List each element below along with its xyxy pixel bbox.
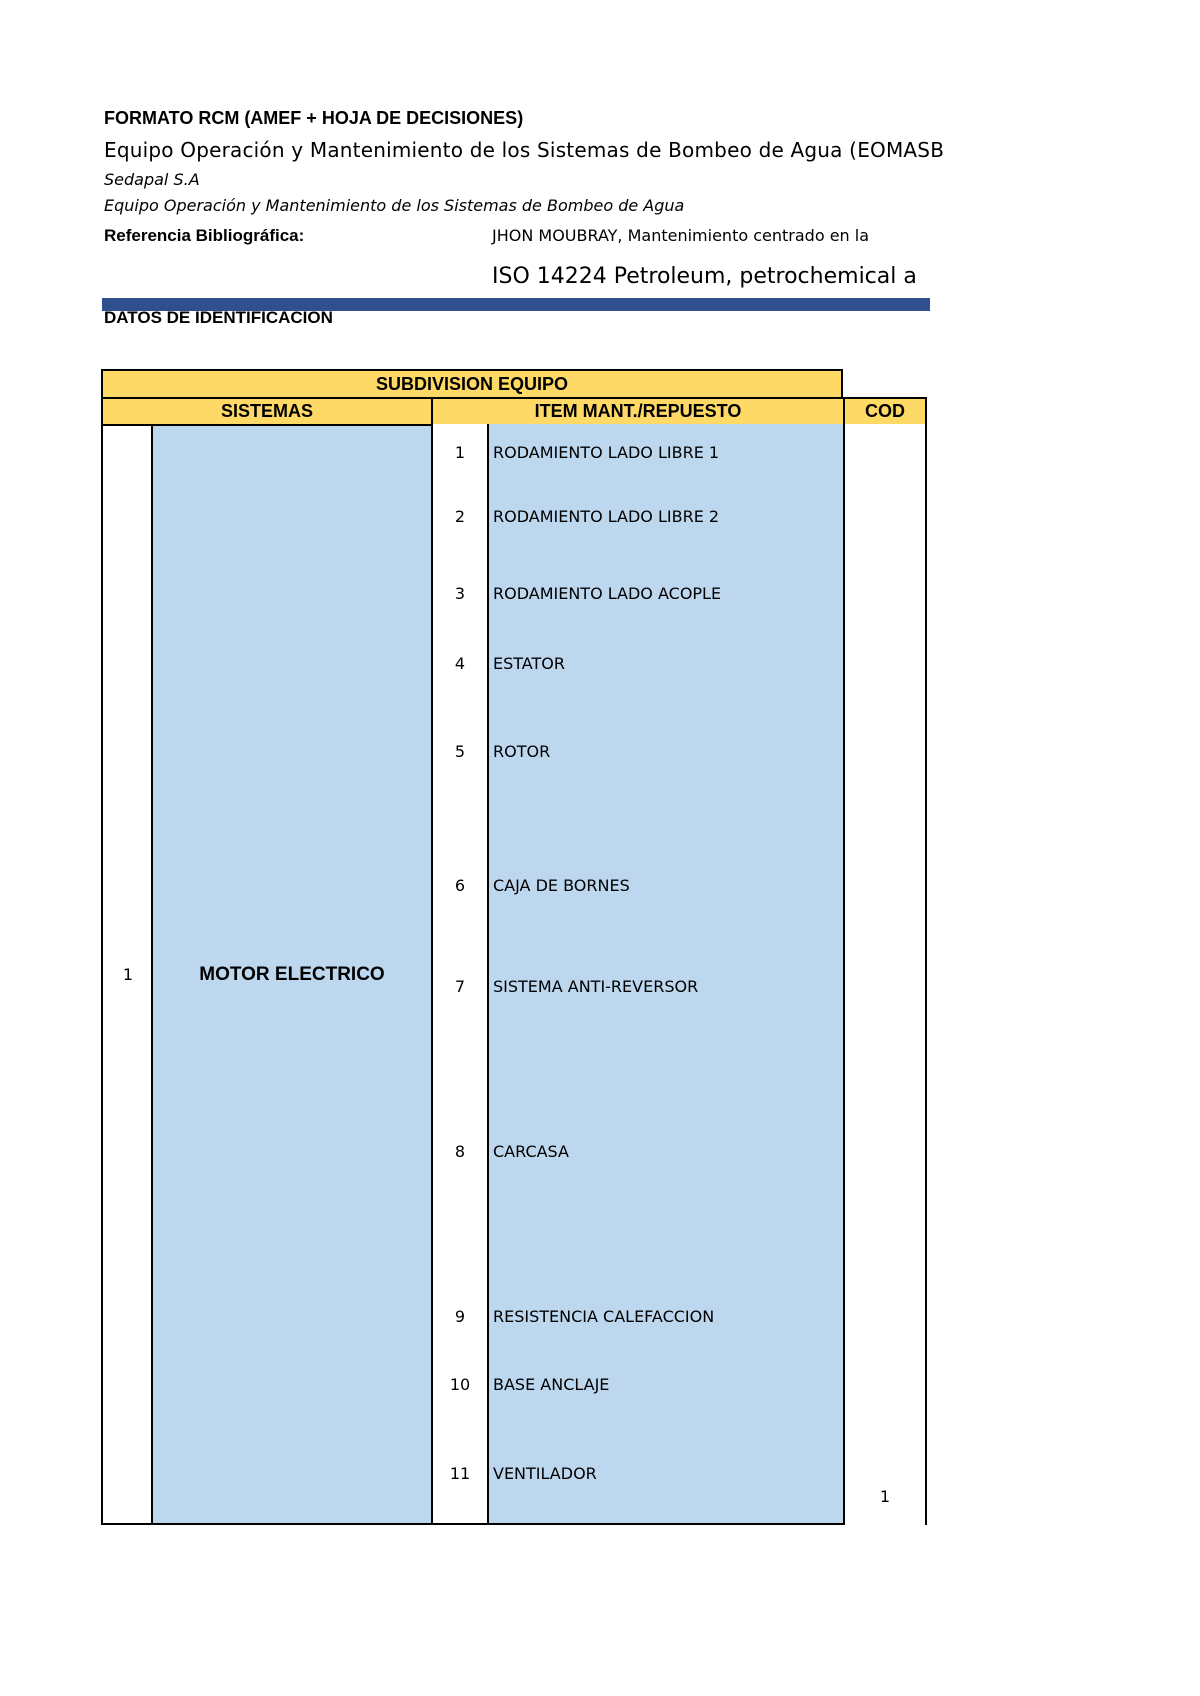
col-header-cod: COD	[843, 397, 927, 426]
document-title: FORMATO RCM (AMEF + HOJA DE DECISIONES)	[104, 108, 524, 128]
company-name: Sedapal S.A	[104, 170, 200, 189]
system-name: MOTOR ELECTRICO	[151, 424, 433, 1525]
section-title: DATOS DE IDENTIFICACION	[104, 308, 333, 327]
item-name: CAJA DE BORNES	[487, 813, 845, 959]
cod-column	[843, 424, 927, 1525]
subdivision-header: SUBDIVISION EQUIPO	[101, 369, 843, 399]
item-number: 10	[431, 1345, 489, 1426]
item-name: CARCASA	[487, 1015, 845, 1289]
col-header-sistemas: SISTEMAS	[101, 397, 433, 426]
item-number: 11	[431, 1424, 489, 1525]
system-number: 1	[101, 424, 153, 1525]
item-name: RESISTENCIA CALEFACCION	[487, 1287, 845, 1347]
item-number: 7	[431, 957, 489, 1017]
item-number: 4	[431, 636, 489, 692]
item-number: 9	[431, 1287, 489, 1347]
item-number: 1	[431, 424, 489, 483]
reference-iso: ISO 14224 Petroleum, petrochemical a	[492, 264, 917, 289]
item-number: 2	[431, 481, 489, 553]
item-number: 8	[431, 1015, 489, 1289]
item-name: BASE ANCLAJE	[487, 1345, 845, 1426]
reference-moubray: JHON MOUBRAY, Mantenimiento centrado en la	[492, 226, 870, 245]
cod-value: 1	[879, 1487, 891, 1506]
item-name: RODAMIENTO LADO LIBRE 2	[487, 481, 845, 553]
table-bottom-border	[101, 1523, 845, 1525]
col-header-item: ITEM MANT./REPUESTO	[431, 397, 845, 426]
item-name: ROTOR	[487, 690, 845, 815]
item-number: 5	[431, 690, 489, 815]
document-subtitle: Equipo Operación y Mantenimiento de los Sistemas de Bombeo de Agua (EOMASB	[104, 138, 945, 162]
item-name: RODAMIENTO LADO ACOPLE	[487, 551, 845, 638]
item-number: 6	[431, 813, 489, 959]
item-number: 3	[431, 551, 489, 638]
item-name: ESTATOR	[487, 636, 845, 692]
reference-label: Referencia Bibliográfica:	[104, 226, 305, 245]
department-name: Equipo Operación y Mantenimiento de los Sistemas de Bombeo de Agua	[104, 196, 685, 215]
item-name: SISTEMA ANTI-REVERSOR	[487, 957, 845, 1017]
item-name: VENTILADOR	[487, 1424, 845, 1525]
item-name: RODAMIENTO LADO LIBRE 1	[487, 424, 845, 483]
